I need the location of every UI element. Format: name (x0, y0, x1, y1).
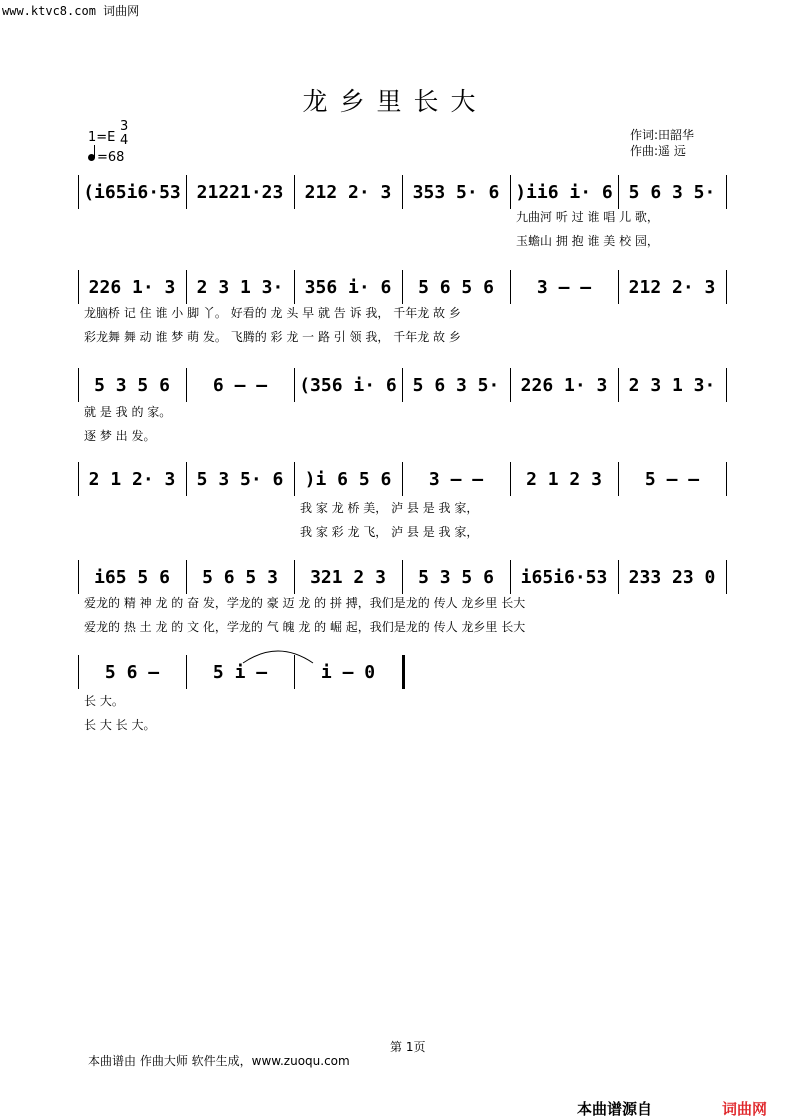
lyric-line: 就 是 我 的 家。 (84, 405, 172, 419)
lyric-line: 九曲河 听 过 谁 唱 儿 歌， (516, 210, 659, 224)
measure: )ii6 i· 6 (515, 181, 613, 203)
staff-row (78, 175, 726, 209)
page-number: 第 1页 (390, 1040, 426, 1054)
measure: 5 6 5 6 (418, 276, 494, 298)
measure: 5 6 5 3 (202, 566, 278, 588)
measure: (356 i· 6 (299, 374, 397, 396)
measure: 353 5· 6 (412, 181, 500, 203)
measure: i65i6·53 (520, 566, 608, 588)
barline (726, 270, 727, 304)
lyricist: 作词:田韶华 (630, 128, 695, 142)
barline (726, 175, 727, 209)
measure: 5 6 3 5· (628, 181, 716, 203)
staff-row (78, 655, 726, 689)
generator-note: 本曲谱由 作曲大师 软件生成，www.zuoqu.com (88, 1054, 350, 1068)
staff-row (78, 462, 726, 496)
measure: 5 3 5· 6 (196, 468, 284, 490)
measure: i — 0 (320, 661, 376, 683)
measure: 5 — — (644, 468, 700, 490)
measure: 2 3 1 3· (628, 374, 716, 396)
time-signature-top: 3 (120, 119, 129, 134)
composer: 作曲:遥 远 (630, 144, 686, 158)
lyric-line: 我 家 龙 桥 美， 泸 县 是 我 家， (300, 501, 479, 515)
measure: 5 6 — (104, 661, 160, 683)
staff-row (78, 560, 726, 594)
final-barline (402, 655, 405, 689)
lyric-line: 逐 梦 出 发。 (84, 429, 156, 443)
measure: i65 5 6 (94, 566, 170, 588)
measure: 2 1 2· 3 (88, 468, 176, 490)
song-title: 龙乡里长大 (302, 87, 488, 116)
quarter-note-icon (88, 154, 95, 161)
measure: 212 2· 3 (304, 181, 392, 203)
measure: 2 3 1 3· (196, 276, 284, 298)
tie-slur (238, 645, 318, 665)
measure: 21221·23 (196, 181, 284, 203)
measure: 226 1· 3 (520, 374, 608, 396)
source-label: 本曲谱源自 (577, 1100, 653, 1118)
lyric-line: 爱龙的 精 神 龙 的 奋 发，学龙的 豪 迈 龙 的 拼 搏，我们是龙的 传人 龙乡里 长大 (84, 596, 526, 610)
tempo-marking (88, 150, 124, 165)
measure: 6 — — (212, 374, 268, 396)
staff-row (78, 270, 726, 304)
tempo-value: =68 (97, 150, 125, 165)
key-signature: 1=E (88, 130, 116, 145)
measure: 233 23 0 (628, 566, 716, 588)
measure: 321 2 3 (310, 566, 386, 588)
measure: 3 — — (428, 468, 484, 490)
measure: 356 i· 6 (304, 276, 392, 298)
measure: 5 3 5 6 (418, 566, 494, 588)
measure: )i 6 5 6 (304, 468, 392, 490)
measure: 2 1 2 3 (526, 468, 602, 490)
lyric-line: 长 大。 (84, 694, 124, 708)
measure: 226 1· 3 (88, 276, 176, 298)
lyric-line: 龙脑桥 记 住 谁 小 脚 丫。 好看的 龙 头 早 就 告 诉 我， 千年龙 故 乡 (84, 306, 461, 320)
time-signature-bottom: 4 (120, 133, 129, 148)
staff-row (78, 368, 726, 402)
barline (726, 462, 727, 496)
barline (726, 368, 727, 402)
lyric-line: 我 家 彩 龙 飞， 泸 县 是 我 家， (300, 525, 479, 539)
measure: 3 — — (536, 276, 592, 298)
brand-logo: 词曲网 (722, 1100, 768, 1118)
time-signature (120, 120, 128, 148)
measure: 212 2· 3 (628, 276, 716, 298)
measure: 5 3 5 6 (94, 374, 170, 396)
measure: (i65i6·53 (83, 181, 181, 203)
measure: 5 i — (212, 661, 268, 683)
site-watermark: www.ktvc8.com 词曲网 (2, 4, 140, 18)
lyric-line: 爱龙的 热 土 龙 的 文 化，学龙的 气 魄 龙 的 崛 起，我们是龙的 传人 龙乡里 长大 (84, 620, 526, 634)
credits (630, 127, 694, 159)
barline (726, 560, 727, 594)
lyric-line: 玉蟾山 拥 抱 谁 美 校 园， (516, 234, 659, 248)
lyric-line: 彩龙舞 舞 动 谁 梦 萌 发。 飞腾的 彩 龙 一 路 引 领 我， 千年龙 故 乡 (84, 330, 461, 344)
measure: 5 6 3 5· (412, 374, 500, 396)
lyric-line: 长 大 长 大。 (84, 718, 156, 732)
